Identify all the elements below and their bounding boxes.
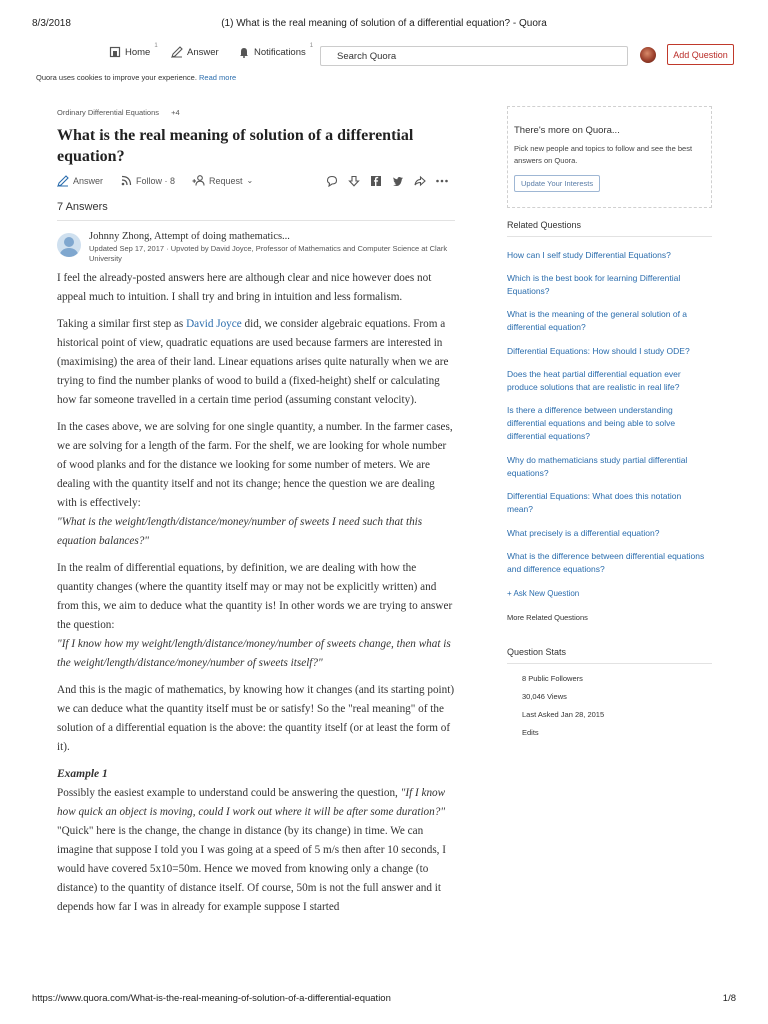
more-on-quora-description: Pick new people and topics to follow and see the best answers on Quora. xyxy=(514,144,693,165)
nav-notifications-badge: 1 xyxy=(309,43,314,49)
answer-paragraph: "Quick" here is the change, the change in distance (by its change) in time. We can imagine that suppose I told you I was going at a speed of 5 m/s then after 10 seconds, I would have covered 5x10=50m. Hence we moved from knowing only a change (to distance) to the quantity of distance itself. Of course, 50m is not the full answer and it depends how far I was in already for example suppose I started xyxy=(57,825,446,913)
answers-count: 7 Answers xyxy=(57,201,455,221)
related-question-link[interactable]: Differential Equations: What does this notation mean? xyxy=(507,491,682,514)
top-navigation xyxy=(0,40,768,70)
cookie-text: Quora uses cookies to improve your experience. xyxy=(36,73,197,82)
share-icon[interactable] xyxy=(413,175,427,189)
answer-quote-text: "If I know how my weight/length/distance/money/number of sweets change, then what is the weight/length/distance/money/number of sweets itself?" xyxy=(57,638,451,669)
related-question-link[interactable]: What is the difference between differential equations and difference equations? xyxy=(507,551,705,574)
david-joyce-link[interactable]: David Joyce xyxy=(186,318,242,330)
stat-followers[interactable]: 8 Public Followers xyxy=(522,674,583,683)
nav-home-label: Home xyxy=(125,46,151,58)
more-on-quora-box xyxy=(507,106,712,208)
answer-quote xyxy=(57,513,455,551)
more-topics-link[interactable]: +4 xyxy=(171,108,180,117)
topic-link[interactable]: Ordinary Differential Equations xyxy=(57,108,159,117)
cookie-notice xyxy=(36,73,236,82)
related-question-link[interactable]: Does the heat partial differential equation ever produce solutions that are realistic in real life? xyxy=(507,369,681,392)
twitter-icon[interactable] xyxy=(391,175,405,189)
related-question-link[interactable]: How can I self study Differential Equations? xyxy=(507,250,671,260)
bell-icon xyxy=(238,46,250,58)
nav-home[interactable] xyxy=(109,43,158,58)
answer-paragraph xyxy=(57,315,455,410)
print-url: https://www.quora.com/What-is-the-real-meaning-of-solution-of-a-differential-equation xyxy=(32,993,391,1004)
answer-author xyxy=(57,231,455,267)
topic-list xyxy=(57,108,455,117)
answer-paragraph: And this is the magic of mathematics, by knowing how it changes (and its starting point) we can deduce what the quantity itself must be or satisfy! So the "real meaning" of the solution of a differential equation is the above: the quantity itself (or at least the form of it). xyxy=(57,684,455,753)
stat-last-asked: Last Asked Jan 28, 2015 xyxy=(522,710,605,719)
nav-answer-label: Answer xyxy=(187,46,219,58)
print-date: 8/3/2018 xyxy=(32,18,71,29)
search-input[interactable] xyxy=(320,46,628,66)
answer-action-label: Answer xyxy=(73,176,104,186)
search-placeholder: Search Quora xyxy=(337,51,397,62)
related-question-link[interactable]: What is the meaning of the general solution of a differential equation? xyxy=(507,309,688,332)
pencil-icon xyxy=(171,46,183,58)
related-question-link[interactable]: Which is the best book for learning Differential Equations? xyxy=(507,273,681,296)
stat-views: 30,046 Views xyxy=(522,692,567,701)
question-title: What is the real meaning of solution of a differential equation? xyxy=(57,127,414,165)
related-question-link[interactable]: Is there a difference between understanding differential equations and being able to solve differential equations? xyxy=(507,405,676,441)
author-credentials: Updated Sep 17, 2017 · Upvoted by David Joyce, Professor of Mathematics and Computer Science at Clark University xyxy=(89,244,448,263)
ask-new-question-link[interactable]: + Ask New Question xyxy=(507,589,580,598)
stat-edits[interactable]: Edits xyxy=(522,728,539,737)
downvote-icon[interactable] xyxy=(347,175,361,189)
answer-paragraph: In the cases above, we are solving for one single quantity, a number. In the farmer cases, we are solving for a length of the farm. For the shelf, we are looking for whole number of wood planks and for the distance we looking for some number of meters. We are dealing with the quantity itself and not its change; hence the question we are dealing with is effectively: xyxy=(57,421,453,509)
more-on-quora-title: There's more on Quora... xyxy=(514,125,620,136)
nav-notifications-label: Notifications xyxy=(254,46,306,58)
print-title: (1) What is the real meaning of solution of a differential equation? - Quora xyxy=(221,18,547,29)
answer-quote-text: "What is the weight/length/distance/money/number of sweets I need such that this equation balances?" xyxy=(57,516,423,547)
answer-text: Possibly the easiest example to understand could be answering the question, xyxy=(57,787,401,799)
related-question-link[interactable]: Differential Equations: How should I study ODE? xyxy=(507,346,690,356)
answer-text: Taking a similar first step as xyxy=(57,318,187,330)
user-avatar[interactable] xyxy=(640,47,656,63)
print-page-number: 1/8 xyxy=(722,993,736,1004)
answer-paragraph xyxy=(57,784,455,822)
add-person-icon xyxy=(192,175,205,186)
answer-body xyxy=(57,269,455,917)
answer-paragraph: In the realm of differential equations, by definition, we are dealing with how the quantity changes (where the quantity itself may or may not be explicitly written) and from this, we aim to deduce what the quantity is! In other words we are trying to answer the question: xyxy=(57,562,453,631)
answer-quote-text: "If I know how quick an object is moving, could I work out where it will be after some duration?" xyxy=(57,787,446,818)
sidebar xyxy=(507,106,712,737)
question-action-bar xyxy=(57,175,455,191)
author-name[interactable]: Johnny Zhong, Attempt of doing mathematics... xyxy=(89,231,290,242)
update-interests-button[interactable]: Update Your Interests xyxy=(514,175,600,192)
house-icon xyxy=(109,46,121,58)
cookie-read-more-link[interactable]: Read more xyxy=(199,73,237,82)
request-button[interactable] xyxy=(192,175,253,186)
answer-action-button[interactable] xyxy=(57,175,103,187)
question-stats-title: Question Stats xyxy=(507,647,712,664)
nav-notifications[interactable] xyxy=(238,43,314,58)
related-question-link[interactable]: Why do mathematicians study partial differential equations? xyxy=(507,455,688,478)
related-questions-section xyxy=(507,220,712,622)
answer-quote xyxy=(57,635,455,673)
more-dots-icon[interactable] xyxy=(435,175,449,189)
comment-icon[interactable] xyxy=(325,175,339,189)
nav-home-badge: 1 xyxy=(154,43,158,49)
chevron-down-icon: ⌄ xyxy=(246,176,254,185)
facebook-icon[interactable] xyxy=(369,175,383,189)
more-related-questions-link[interactable]: More Related Questions xyxy=(507,613,588,622)
answer-paragraph: I feel the already-posted answers here are although clear and nice however does not appeal much to intuition. I shall try and bring in intuition and less formalism. xyxy=(57,272,432,303)
main-column xyxy=(57,108,455,917)
related-questions-title: Related Questions xyxy=(507,220,712,237)
pencil-icon xyxy=(57,175,69,187)
follow-button[interactable] xyxy=(121,175,175,186)
author-avatar[interactable] xyxy=(57,233,81,257)
question-stats-section xyxy=(507,647,712,737)
rss-icon xyxy=(121,175,132,186)
example-heading: Example 1 xyxy=(57,768,108,780)
nav-answer[interactable] xyxy=(171,46,219,58)
related-question-link[interactable]: What precisely is a differential equation? xyxy=(507,528,660,538)
request-label: Request xyxy=(209,175,243,186)
add-question-button[interactable]: Add Question xyxy=(667,44,734,65)
follow-label: Follow · 8 xyxy=(136,175,176,186)
answer-text: did, we consider algebraic equations. From a historical point of view, quadratic equations are used because farmers are interested in (maximising) the area of their land. Linear equations arises quite naturally when we are trying to find the number planks of wood to build a (fixed-height) shelf or calculating how far someone travelled in a certain time period (assuming constant velocity). xyxy=(57,318,449,406)
